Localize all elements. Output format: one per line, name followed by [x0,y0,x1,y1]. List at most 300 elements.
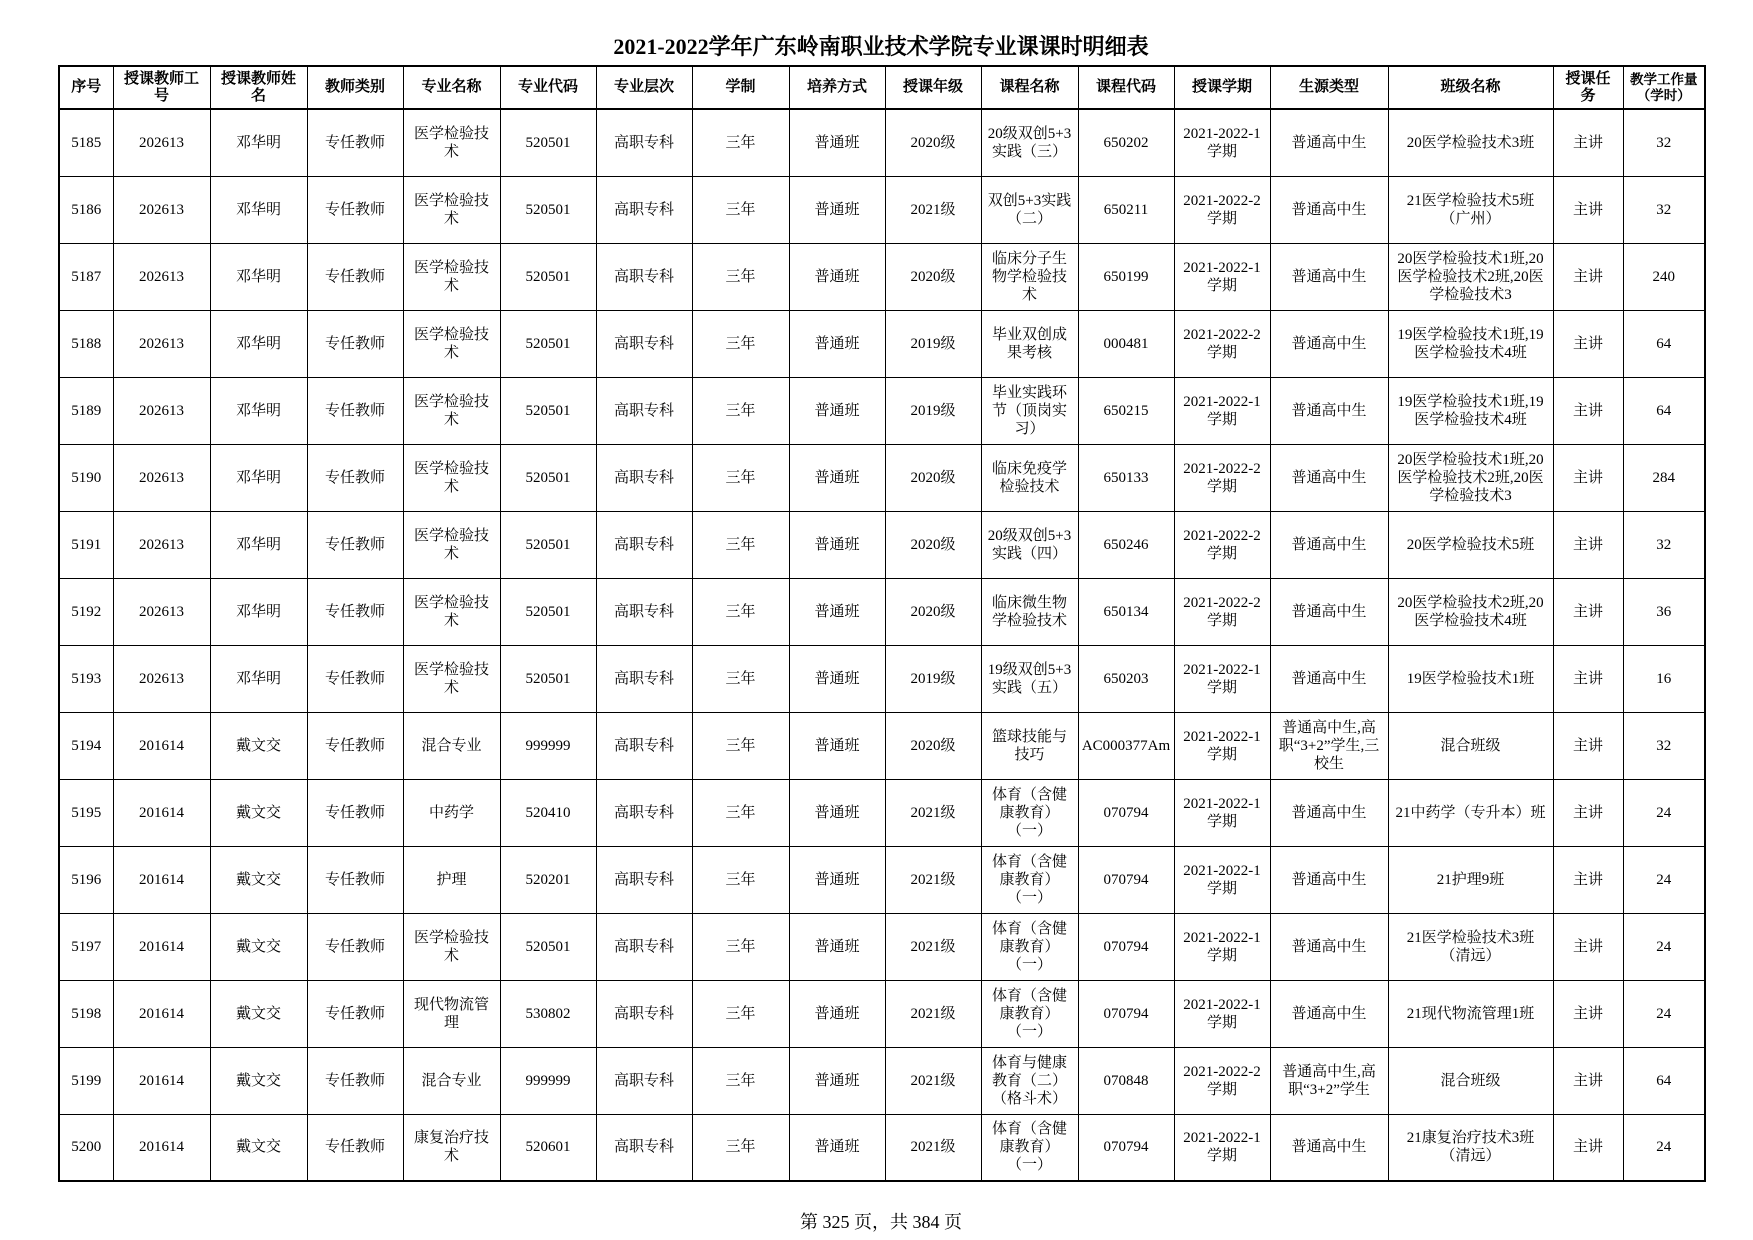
cell-task: 主讲 [1553,511,1623,578]
cell-seq: 5189 [59,377,113,444]
table-row [59,511,1705,578]
cell-major-name: 医学检验技术 [403,243,500,310]
footer-prefix: 第 [800,1212,818,1232]
cell-major-code: 520501 [500,645,596,712]
cell-grade: 2020级 [885,578,981,645]
cell-class-name: 20医学检验技术2班,20医学检验技术4班 [1388,578,1553,645]
cell-grade: 2020级 [885,243,981,310]
cell-class-name: 21护理9班 [1388,846,1553,913]
cell-course-name: 体育（含健康教育）（一） [981,913,1078,980]
table-row [59,712,1705,779]
cell-major-level: 高职专科 [596,377,692,444]
cell-seq: 5195 [59,779,113,846]
cell-teacher-type: 专任教师 [307,1047,403,1114]
cell-task: 主讲 [1553,1114,1623,1181]
cell-grade: 2021级 [885,1047,981,1114]
cell-major-code: 530802 [500,980,596,1047]
cell-grade: 2021级 [885,846,981,913]
cell-duration: 三年 [692,176,789,243]
cell-seq: 5191 [59,511,113,578]
cell-course-name: 体育（含健康教育）（一） [981,980,1078,1047]
cell-duration: 三年 [692,511,789,578]
cell-teacher-name: 戴文交 [210,980,307,1047]
cell-seq: 5186 [59,176,113,243]
cell-teacher-type: 专任教师 [307,310,403,377]
cell-term: 2021-2022-1学期 [1174,377,1270,444]
cell-term: 2021-2022-2学期 [1174,176,1270,243]
header-teacher-name: 授课教师姓名 [210,66,307,109]
table-row [59,109,1705,176]
cell-grade: 2021级 [885,176,981,243]
cell-teacher-type: 专任教师 [307,377,403,444]
cell-workload-hours: 24 [1623,846,1705,913]
cell-course-code: 650211 [1078,176,1174,243]
cell-course-code: 000481 [1078,310,1174,377]
cell-workload-hours: 64 [1623,310,1705,377]
cell-task: 主讲 [1553,779,1623,846]
cell-course-name: 临床免疫学检验技术 [981,444,1078,511]
cell-workload-hours: 240 [1623,243,1705,310]
cell-teacher-name: 邓华明 [210,243,307,310]
cell-workload-hours: 32 [1623,712,1705,779]
cell-seq: 5196 [59,846,113,913]
cell-workload-hours: 64 [1623,377,1705,444]
header-training-mode: 培养方式 [789,66,885,109]
cell-student-source: 普通高中生,高职“3+2”学生,三校生 [1270,712,1388,779]
cell-duration: 三年 [692,712,789,779]
cell-teacher-id: 202613 [113,511,210,578]
cell-task: 主讲 [1553,913,1623,980]
cell-teacher-type: 专任教师 [307,645,403,712]
cell-duration: 三年 [692,310,789,377]
cell-duration: 三年 [692,980,789,1047]
cell-duration: 三年 [692,645,789,712]
cell-workload-hours: 24 [1623,980,1705,1047]
cell-seq: 5200 [59,1114,113,1181]
header-course-name: 课程名称 [981,66,1078,109]
cell-teacher-type: 专任教师 [307,444,403,511]
cell-grade: 2021级 [885,779,981,846]
cell-major-level: 高职专科 [596,1114,692,1181]
total-pages-number: 384 [912,1212,940,1232]
cell-major-level: 高职专科 [596,645,692,712]
page-footer [58,1211,1704,1233]
cell-workload-hours: 284 [1623,444,1705,511]
table-row [59,243,1705,310]
cell-task: 主讲 [1553,980,1623,1047]
cell-major-code: 520410 [500,779,596,846]
cell-term: 2021-2022-2学期 [1174,310,1270,377]
cell-major-code: 520601 [500,1114,596,1181]
cell-training-mode: 普通班 [789,109,885,176]
footer-suffix: 页 [944,1212,962,1232]
cell-student-source: 普通高中生 [1270,578,1388,645]
cell-major-level: 高职专科 [596,243,692,310]
cell-task: 主讲 [1553,310,1623,377]
cell-class-name: 20医学检验技术1班,20医学检验技术2班,20医学检验技术3 [1388,444,1553,511]
cell-seq: 5197 [59,913,113,980]
cell-major-name: 医学检验技术 [403,377,500,444]
cell-course-name: 20级双创5+3实践（三） [981,109,1078,176]
cell-teacher-id: 202613 [113,310,210,377]
document-title: 2021-2022学年广东岭南职业技术学院专业课课时明细表 [613,34,1149,59]
cell-term: 2021-2022-1学期 [1174,243,1270,310]
cell-major-code: 999999 [500,712,596,779]
cell-term: 2021-2022-1学期 [1174,645,1270,712]
cell-student-source: 普通高中生 [1270,109,1388,176]
cell-seq: 5190 [59,444,113,511]
cell-teacher-type: 专任教师 [307,109,403,176]
table-row [59,980,1705,1047]
cell-training-mode: 普通班 [789,511,885,578]
cell-class-name: 混合班级 [1388,712,1553,779]
cell-major-level: 高职专科 [596,444,692,511]
cell-student-source: 普通高中生 [1270,377,1388,444]
cell-teacher-name: 戴文交 [210,1114,307,1181]
cell-student-source: 普通高中生 [1270,444,1388,511]
cell-class-name: 19医学检验技术1班 [1388,645,1553,712]
cell-course-code: 070794 [1078,1114,1174,1181]
cell-seq: 5198 [59,980,113,1047]
cell-major-code: 520501 [500,176,596,243]
cell-major-level: 高职专科 [596,980,692,1047]
cell-teacher-name: 戴文交 [210,712,307,779]
cell-major-code: 520501 [500,109,596,176]
cell-student-source: 普通高中生 [1270,645,1388,712]
cell-course-name: 体育（含健康教育）（一） [981,779,1078,846]
cell-duration: 三年 [692,1114,789,1181]
cell-course-name: 20级双创5+3实践（四） [981,511,1078,578]
course-hours-table [58,65,1706,1182]
cell-training-mode: 普通班 [789,1114,885,1181]
cell-task: 主讲 [1553,846,1623,913]
cell-course-code: 070794 [1078,779,1174,846]
table-row [59,578,1705,645]
cell-training-mode: 普通班 [789,645,885,712]
cell-task: 主讲 [1553,444,1623,511]
cell-term: 2021-2022-2学期 [1174,1047,1270,1114]
cell-seq: 5192 [59,578,113,645]
cell-term: 2021-2022-1学期 [1174,846,1270,913]
cell-training-mode: 普通班 [789,980,885,1047]
cell-duration: 三年 [692,1047,789,1114]
cell-workload-hours: 64 [1623,1047,1705,1114]
cell-course-name: 毕业双创成果考核 [981,310,1078,377]
cell-major-level: 高职专科 [596,1047,692,1114]
cell-course-code: 650199 [1078,243,1174,310]
header-row [59,66,1705,109]
cell-teacher-id: 202613 [113,243,210,310]
cell-major-name: 中药学 [403,779,500,846]
cell-grade: 2019级 [885,377,981,444]
cell-course-name: 体育与健康教育（二）（格斗术） [981,1047,1078,1114]
cell-major-name: 医学检验技术 [403,511,500,578]
cell-teacher-id: 201614 [113,779,210,846]
cell-class-name: 21现代物流管理1班 [1388,980,1553,1047]
cell-major-level: 高职专科 [596,310,692,377]
cell-teacher-name: 邓华明 [210,377,307,444]
cell-teacher-id: 202613 [113,578,210,645]
cell-major-code: 520201 [500,846,596,913]
table-row [59,310,1705,377]
cell-course-code: 650203 [1078,645,1174,712]
table-row [59,444,1705,511]
cell-workload-hours: 32 [1623,176,1705,243]
header-duration: 学制 [692,66,789,109]
cell-major-level: 高职专科 [596,846,692,913]
cell-term: 2021-2022-1学期 [1174,1114,1270,1181]
cell-teacher-type: 专任教师 [307,980,403,1047]
cell-seq: 5199 [59,1047,113,1114]
cell-class-name: 21医学检验技术5班（广州） [1388,176,1553,243]
cell-workload-hours: 36 [1623,578,1705,645]
cell-class-name: 20医学检验技术1班,20医学检验技术2班,20医学检验技术3 [1388,243,1553,310]
header-grade: 授课年级 [885,66,981,109]
footer-middle: 页，共 [854,1212,908,1232]
cell-duration: 三年 [692,846,789,913]
cell-teacher-name: 戴文交 [210,1047,307,1114]
cell-major-name: 康复治疗技术 [403,1114,500,1181]
cell-duration: 三年 [692,109,789,176]
cell-major-code: 520501 [500,511,596,578]
cell-major-name: 医学检验技术 [403,109,500,176]
cell-class-name: 21中药学（专升本）班 [1388,779,1553,846]
cell-term: 2021-2022-2学期 [1174,444,1270,511]
cell-course-code: AC000377Am [1078,712,1174,779]
cell-course-code: 650215 [1078,377,1174,444]
cell-class-name: 19医学检验技术1班,19医学检验技术4班 [1388,310,1553,377]
cell-course-code: 650133 [1078,444,1174,511]
cell-task: 主讲 [1553,377,1623,444]
cell-course-name: 19级双创5+3实践（五） [981,645,1078,712]
cell-task: 主讲 [1553,712,1623,779]
cell-term: 2021-2022-1学期 [1174,109,1270,176]
cell-teacher-name: 邓华明 [210,109,307,176]
current-page-number: 325 [822,1212,850,1232]
cell-major-name: 混合专业 [403,712,500,779]
cell-major-name: 护理 [403,846,500,913]
cell-course-code: 070794 [1078,980,1174,1047]
cell-teacher-id: 201614 [113,913,210,980]
cell-teacher-name: 戴文交 [210,779,307,846]
cell-task: 主讲 [1553,645,1623,712]
cell-major-level: 高职专科 [596,578,692,645]
header-major-code: 专业代码 [500,66,596,109]
cell-class-name: 21康复治疗技术3班（清远） [1388,1114,1553,1181]
cell-task: 主讲 [1553,1047,1623,1114]
cell-workload-hours: 24 [1623,913,1705,980]
cell-seq: 5188 [59,310,113,377]
table-row [59,645,1705,712]
cell-student-source: 普通高中生 [1270,980,1388,1047]
cell-workload-hours: 32 [1623,511,1705,578]
cell-course-code: 070848 [1078,1047,1174,1114]
cell-teacher-id: 201614 [113,712,210,779]
cell-teacher-name: 邓华明 [210,176,307,243]
cell-training-mode: 普通班 [789,243,885,310]
cell-grade: 2021级 [885,1114,981,1181]
cell-task: 主讲 [1553,578,1623,645]
cell-teacher-type: 专任教师 [307,176,403,243]
cell-seq: 5185 [59,109,113,176]
header-task: 授课任务 [1553,66,1623,109]
cell-duration: 三年 [692,243,789,310]
cell-student-source: 普通高中生 [1270,913,1388,980]
cell-duration: 三年 [692,779,789,846]
cell-student-source: 普通高中生,高职“3+2”学生 [1270,1047,1388,1114]
cell-workload-hours: 24 [1623,779,1705,846]
cell-task: 主讲 [1553,176,1623,243]
cell-grade: 2020级 [885,511,981,578]
cell-student-source: 普通高中生 [1270,176,1388,243]
cell-training-mode: 普通班 [789,444,885,511]
table-row [59,176,1705,243]
cell-teacher-type: 专任教师 [307,1114,403,1181]
cell-teacher-id: 201614 [113,846,210,913]
table-row [59,1114,1705,1181]
cell-major-name: 医学检验技术 [403,645,500,712]
cell-training-mode: 普通班 [789,1047,885,1114]
cell-course-name: 体育（含健康教育）（一） [981,1114,1078,1181]
cell-training-mode: 普通班 [789,913,885,980]
cell-major-code: 520501 [500,243,596,310]
header-course-code: 课程代码 [1078,66,1174,109]
cell-training-mode: 普通班 [789,578,885,645]
header-major-name: 专业名称 [403,66,500,109]
cell-term: 2021-2022-1学期 [1174,980,1270,1047]
cell-teacher-type: 专任教师 [307,846,403,913]
cell-major-name: 现代物流管理 [403,980,500,1047]
cell-major-name: 医学检验技术 [403,913,500,980]
cell-student-source: 普通高中生 [1270,779,1388,846]
cell-major-code: 520501 [500,444,596,511]
cell-workload-hours: 24 [1623,1114,1705,1181]
cell-training-mode: 普通班 [789,846,885,913]
cell-term: 2021-2022-1学期 [1174,712,1270,779]
cell-major-name: 医学检验技术 [403,176,500,243]
table-row [59,779,1705,846]
cell-course-code: 070794 [1078,846,1174,913]
cell-major-name: 医学检验技术 [403,578,500,645]
cell-class-name: 20医学检验技术3班 [1388,109,1553,176]
cell-course-code: 070794 [1078,913,1174,980]
table-row [59,913,1705,980]
cell-teacher-type: 专任教师 [307,779,403,846]
cell-teacher-id: 201614 [113,1047,210,1114]
header-class-name: 班级名称 [1388,66,1553,109]
cell-teacher-name: 邓华明 [210,645,307,712]
cell-student-source: 普通高中生 [1270,310,1388,377]
cell-teacher-name: 戴文交 [210,846,307,913]
cell-major-level: 高职专科 [596,176,692,243]
cell-term: 2021-2022-1学期 [1174,913,1270,980]
cell-teacher-name: 邓华明 [210,310,307,377]
cell-teacher-type: 专任教师 [307,243,403,310]
header-teacher-type: 教师类别 [307,66,403,109]
cell-major-level: 高职专科 [596,712,692,779]
cell-workload-hours: 16 [1623,645,1705,712]
cell-class-name: 21医学检验技术3班（清远） [1388,913,1553,980]
cell-seq: 5193 [59,645,113,712]
cell-major-level: 高职专科 [596,109,692,176]
cell-training-mode: 普通班 [789,377,885,444]
cell-major-level: 高职专科 [596,511,692,578]
cell-term: 2021-2022-2学期 [1174,578,1270,645]
cell-grade: 2019级 [885,645,981,712]
cell-teacher-id: 202613 [113,377,210,444]
cell-class-name: 19医学检验技术1班,19医学检验技术4班 [1388,377,1553,444]
cell-teacher-id: 201614 [113,1114,210,1181]
cell-term: 2021-2022-2学期 [1174,511,1270,578]
cell-teacher-type: 专任教师 [307,578,403,645]
cell-workload-hours: 32 [1623,109,1705,176]
cell-grade: 2021级 [885,913,981,980]
cell-teacher-name: 戴文交 [210,913,307,980]
cell-course-name: 毕业实践环节（顶岗实习） [981,377,1078,444]
cell-major-name: 医学检验技术 [403,310,500,377]
cell-training-mode: 普通班 [789,176,885,243]
cell-major-code: 520501 [500,310,596,377]
cell-teacher-name: 邓华明 [210,511,307,578]
cell-training-mode: 普通班 [789,779,885,846]
header-teacher-id: 授课教师工号 [113,66,210,109]
cell-task: 主讲 [1553,243,1623,310]
cell-course-name: 篮球技能与技巧 [981,712,1078,779]
cell-teacher-id: 202613 [113,176,210,243]
cell-major-code: 999999 [500,1047,596,1114]
cell-teacher-type: 专任教师 [307,511,403,578]
cell-class-name: 混合班级 [1388,1047,1553,1114]
cell-course-code: 650134 [1078,578,1174,645]
cell-duration: 三年 [692,377,789,444]
cell-major-name: 混合专业 [403,1047,500,1114]
cell-student-source: 普通高中生 [1270,511,1388,578]
cell-major-code: 520501 [500,578,596,645]
cell-course-code: 650202 [1078,109,1174,176]
cell-class-name: 20医学检验技术5班 [1388,511,1553,578]
cell-major-name: 医学检验技术 [403,444,500,511]
cell-student-source: 普通高中生 [1270,846,1388,913]
cell-grade: 2020级 [885,444,981,511]
header-workload-hours: 教学工作量（学时） [1623,66,1705,109]
cell-duration: 三年 [692,444,789,511]
cell-course-code: 650246 [1078,511,1174,578]
header-major-level: 专业层次 [596,66,692,109]
cell-major-code: 520501 [500,913,596,980]
cell-major-level: 高职专科 [596,913,692,980]
cell-course-name: 临床分子生物学检验技术 [981,243,1078,310]
cell-student-source: 普通高中生 [1270,1114,1388,1181]
cell-task: 主讲 [1553,109,1623,176]
cell-course-name: 体育（含健康教育）（一） [981,846,1078,913]
cell-student-source: 普通高中生 [1270,243,1388,310]
cell-course-name: 双创5+3实践（二） [981,176,1078,243]
cell-major-code: 520501 [500,377,596,444]
cell-grade: 2021级 [885,980,981,1047]
header-seq: 序号 [59,66,113,109]
cell-training-mode: 普通班 [789,712,885,779]
cell-teacher-name: 邓华明 [210,444,307,511]
table-row [59,1047,1705,1114]
cell-training-mode: 普通班 [789,310,885,377]
table-row [59,846,1705,913]
cell-teacher-id: 201614 [113,980,210,1047]
table-body [59,109,1705,1181]
table-row [59,377,1705,444]
cell-teacher-type: 专任教师 [307,913,403,980]
header-term: 授课学期 [1174,66,1270,109]
cell-major-level: 高职专科 [596,779,692,846]
